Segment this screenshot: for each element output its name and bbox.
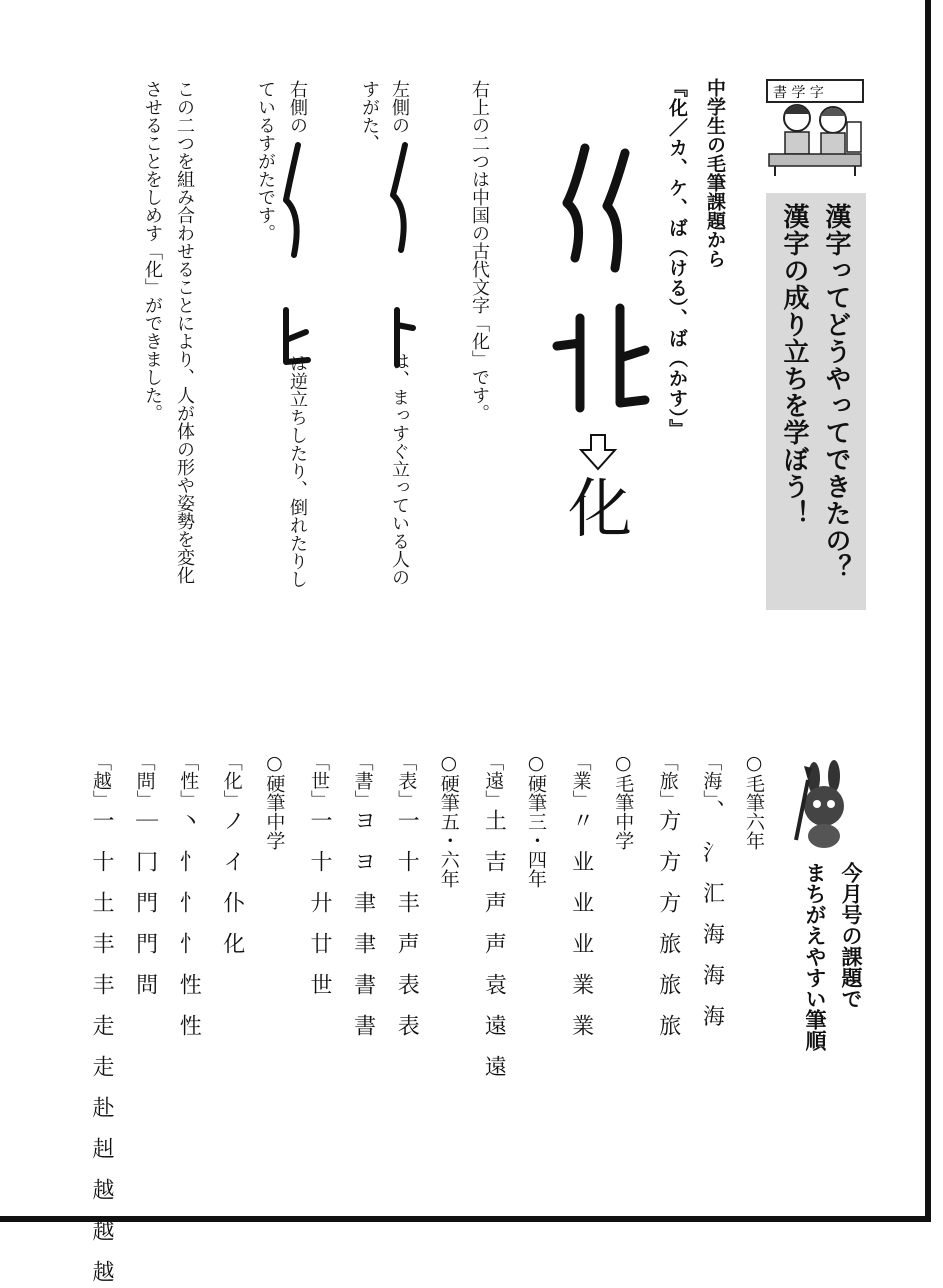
stroke-order-label: 「書」 [351,752,374,809]
explanation-col6: この二つを組み合わせることにより、人が体の形や姿勢を変化 [174,80,195,584]
subtitle-line2: 『化／カ、ケ、ば（ける）、ば（かす）』 [666,78,688,439]
stroke-order-column [176,752,202,1042]
stroke-order-label: 「海」 [700,752,723,800]
stroke-order-column [699,752,725,1033]
stroke-order-column [481,752,507,1083]
subtitle-line1: 中学生の毛筆課題から [704,78,726,268]
stroke-order-label: 「性」 [177,752,200,809]
explanation-col7: させることをしめす「化」ができました。 [142,80,163,422]
explanation-col1: 右上の二つは中国の古代文字「化」です。 [469,80,490,422]
stroke-section-subtitle: まちがえやすい筆順 [803,862,827,1051]
modern-character: 化 [568,473,632,547]
stroke-order-column [394,752,420,1042]
stroke-order-column [744,752,763,850]
stroke-order-label: ○硬筆五・六年 [437,752,460,888]
explanation-left-side-label: 左側の [389,80,410,134]
header-subtitle: 漢字の成り立ちを学ぼう！ [779,203,809,527]
stroke-order-label: ○毛筆中学 [612,752,635,850]
stroke-section-title: 今月号の課題で [839,862,863,1009]
stroke-order-label: 「越」 [90,752,112,809]
stroke-order-label: 「旅」 [656,752,679,809]
stroke-order-sequence: 一 十 土 丰 丰 走 走 赴 赳 越 越 越 [89,809,114,1288]
stroke-order-column [308,752,330,1001]
stroke-order-label: 「化」 [220,752,243,809]
stroke-order-label: 「問」 [133,752,156,809]
stroke-order-column [90,752,112,1288]
stroke-order-sequence: 方 方 方 旅 旅 旅 [655,809,681,1042]
stroke-order-sequence: 土 吉 声 声 袁 遠 遠 [481,809,507,1083]
explanation-right-side-label: 右側の [287,80,308,134]
stroke-order-sequence: 、 氵 汇 海 海 海 [699,799,725,1033]
stroke-order-column [134,752,156,1001]
stroke-order-label: ○毛筆六年 [743,752,765,850]
stroke-order-sequence: ノ イ 仆 化 [219,809,245,960]
stroke-order-sequence: 丶 忄 忄 忄 性 性 [176,809,202,1042]
stroke-order-column [657,752,679,1042]
stroke-order-label: ○硬筆中学 [263,752,286,850]
stroke-order-sequence: 〃 业 业 业 業 業 [568,809,594,1042]
header-title: 漢字ってどうやってできたの？ [821,203,851,581]
upright-person-glyph [383,140,419,370]
stroke-order-sequence: ｜ 冂 門 門 問 [132,809,158,1001]
explanation-col5: ているすがたです。 [255,80,276,242]
down-arrow-icon [578,432,618,472]
stroke-order-sequence: 一 十 丰 声 表 表 [394,809,420,1042]
stroke-order-column [612,752,635,850]
stroke-order-label: 「表」 [395,752,418,809]
svg-text:書 学 字: 書 学 字 [773,85,824,101]
kids-calligraphy-illustration [765,78,865,178]
stroke-order-column [439,752,458,888]
ancient-character-graphic [545,128,655,418]
explanation-col3: すがた、 [359,80,380,152]
stroke-order-column [352,752,374,1042]
stroke-order-sequence: 一 十 廾 廿 世 [307,809,332,1001]
stroke-order-column [570,752,592,1042]
explanation-upright-text: は、まっすぐ立っている人の [389,352,410,586]
stroke-order-column [221,752,243,960]
stroke-order-label: 「業」 [569,752,592,809]
inverted-person-glyph [278,140,314,370]
stroke-order-label: ○硬筆三・四年 [525,752,547,888]
stroke-order-label: 「世」 [308,752,330,809]
stroke-order-sequence: ヨ ヨ 聿 聿 書 書 [350,809,376,1042]
stroke-order-label: 「遠」 [482,752,505,809]
stroke-order-column [263,752,286,850]
stroke-order-column [526,752,545,888]
rabbit-mascot-icon [788,760,858,850]
explanation-inverted-text: は逆立ちしたり、倒れたりし [287,354,308,588]
header-box [766,193,866,610]
